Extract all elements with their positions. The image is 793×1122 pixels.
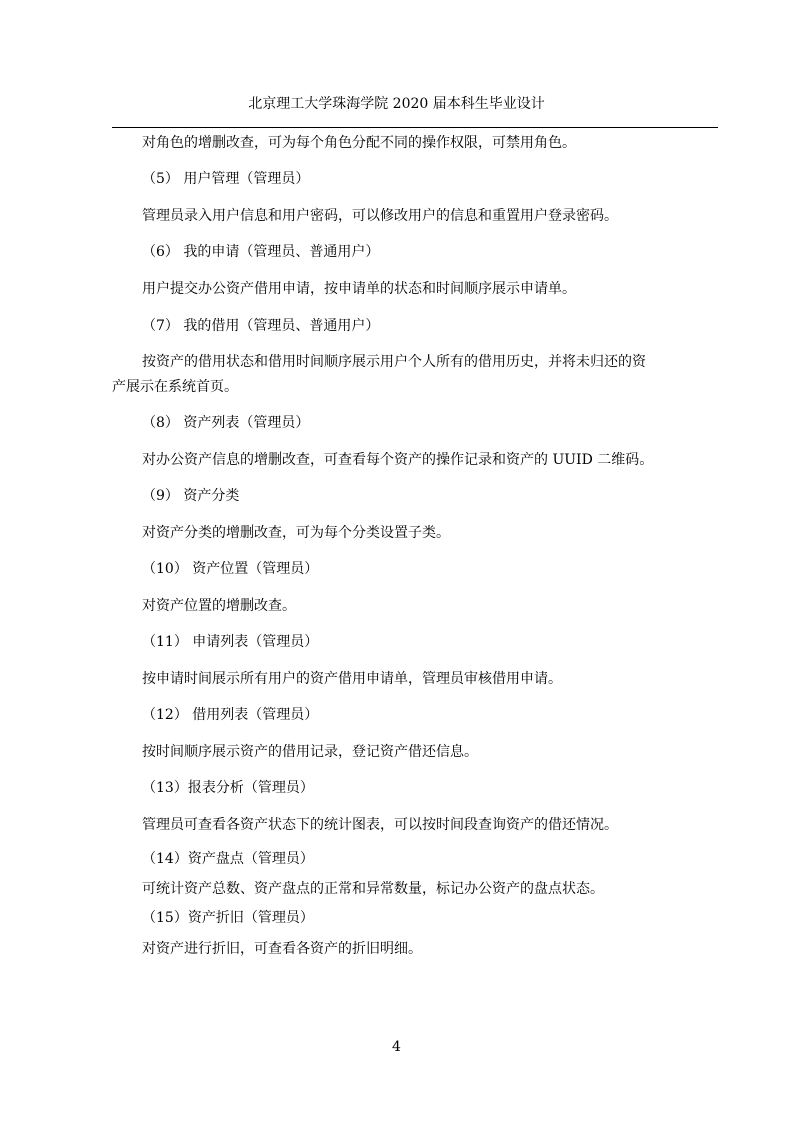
section-heading-asset-locations: （10） 资产位置（管理员） <box>142 561 319 577</box>
paragraph-line: 对资产位置的增删改查。 <box>142 598 296 614</box>
section-heading-asset-inventory: （14）资产盘点（管理员） <box>142 851 314 867</box>
paragraph-line: 对角色的增删改查，可为每个角色分配不同的操作权限，可禁用角色。 <box>142 135 576 151</box>
section-heading-asset-categories: （9） 资产分类 <box>142 488 240 504</box>
section-heading-my-borrowings: （7） 我的借用（管理员、普通用户） <box>142 318 380 334</box>
paragraph-line: 按申请时间展示所有用户的资产借用申请单，管理员审核借用申请。 <box>142 671 562 687</box>
section-heading-report-analysis: （13）报表分析（管理员） <box>142 780 314 796</box>
section-heading-borrowing-list: （12） 借用列表（管理员） <box>142 707 319 723</box>
paragraph-line: 管理员可查看各资产状态下的统计图表，可以按时间段查询资产的借还情况。 <box>142 817 618 833</box>
paragraph-line: 对资产分类的增删改查，可为每个分类设置子类。 <box>142 525 450 541</box>
paragraph-line: 用户提交办公资产借用申请，按申请单的状态和时间顺序展示申请单。 <box>142 281 576 297</box>
page-number: 4 <box>392 1039 401 1055</box>
paragraph-line: 可统计资产总数、资产盘点的正常和异常数量，标记办公资产的盘点状态。 <box>142 881 604 897</box>
header-divider <box>112 127 718 128</box>
paragraph-line: 对办公资产信息的增删改查，可查看每个资产的操作记录和资产的 UUID 二维码。 <box>142 452 654 468</box>
section-heading-my-applications: （6） 我的申请（管理员、普通用户） <box>142 244 380 260</box>
paragraph-line: 管理员录入用户信息和用户密码，可以修改用户的信息和重置用户登录密码。 <box>142 208 618 224</box>
paragraph-line: 对资产进行折旧，可查看各资产的折旧明细。 <box>142 941 422 957</box>
paragraph-line: 按资产的借用状态和借用时间顺序展示用户个人所有的借用历史，并将未归还的资 <box>142 354 646 370</box>
paragraph-line: 按时间顺序展示资产的借用记录，登记资产借还信息。 <box>142 744 478 760</box>
section-heading-asset-depreciation: （15）资产折旧（管理员） <box>142 910 314 926</box>
page-header-title: 北京理工大学珠海学院 2020 届本科生毕业设计 <box>248 96 545 112</box>
section-heading-user-management: （5） 用户管理（管理员） <box>142 171 310 187</box>
section-heading-asset-list: （8） 资产列表（管理员） <box>142 415 310 431</box>
paragraph-line-continuation: 产展示在系统首页。 <box>112 379 238 395</box>
section-heading-application-list: （11） 申请列表（管理员） <box>142 634 319 650</box>
